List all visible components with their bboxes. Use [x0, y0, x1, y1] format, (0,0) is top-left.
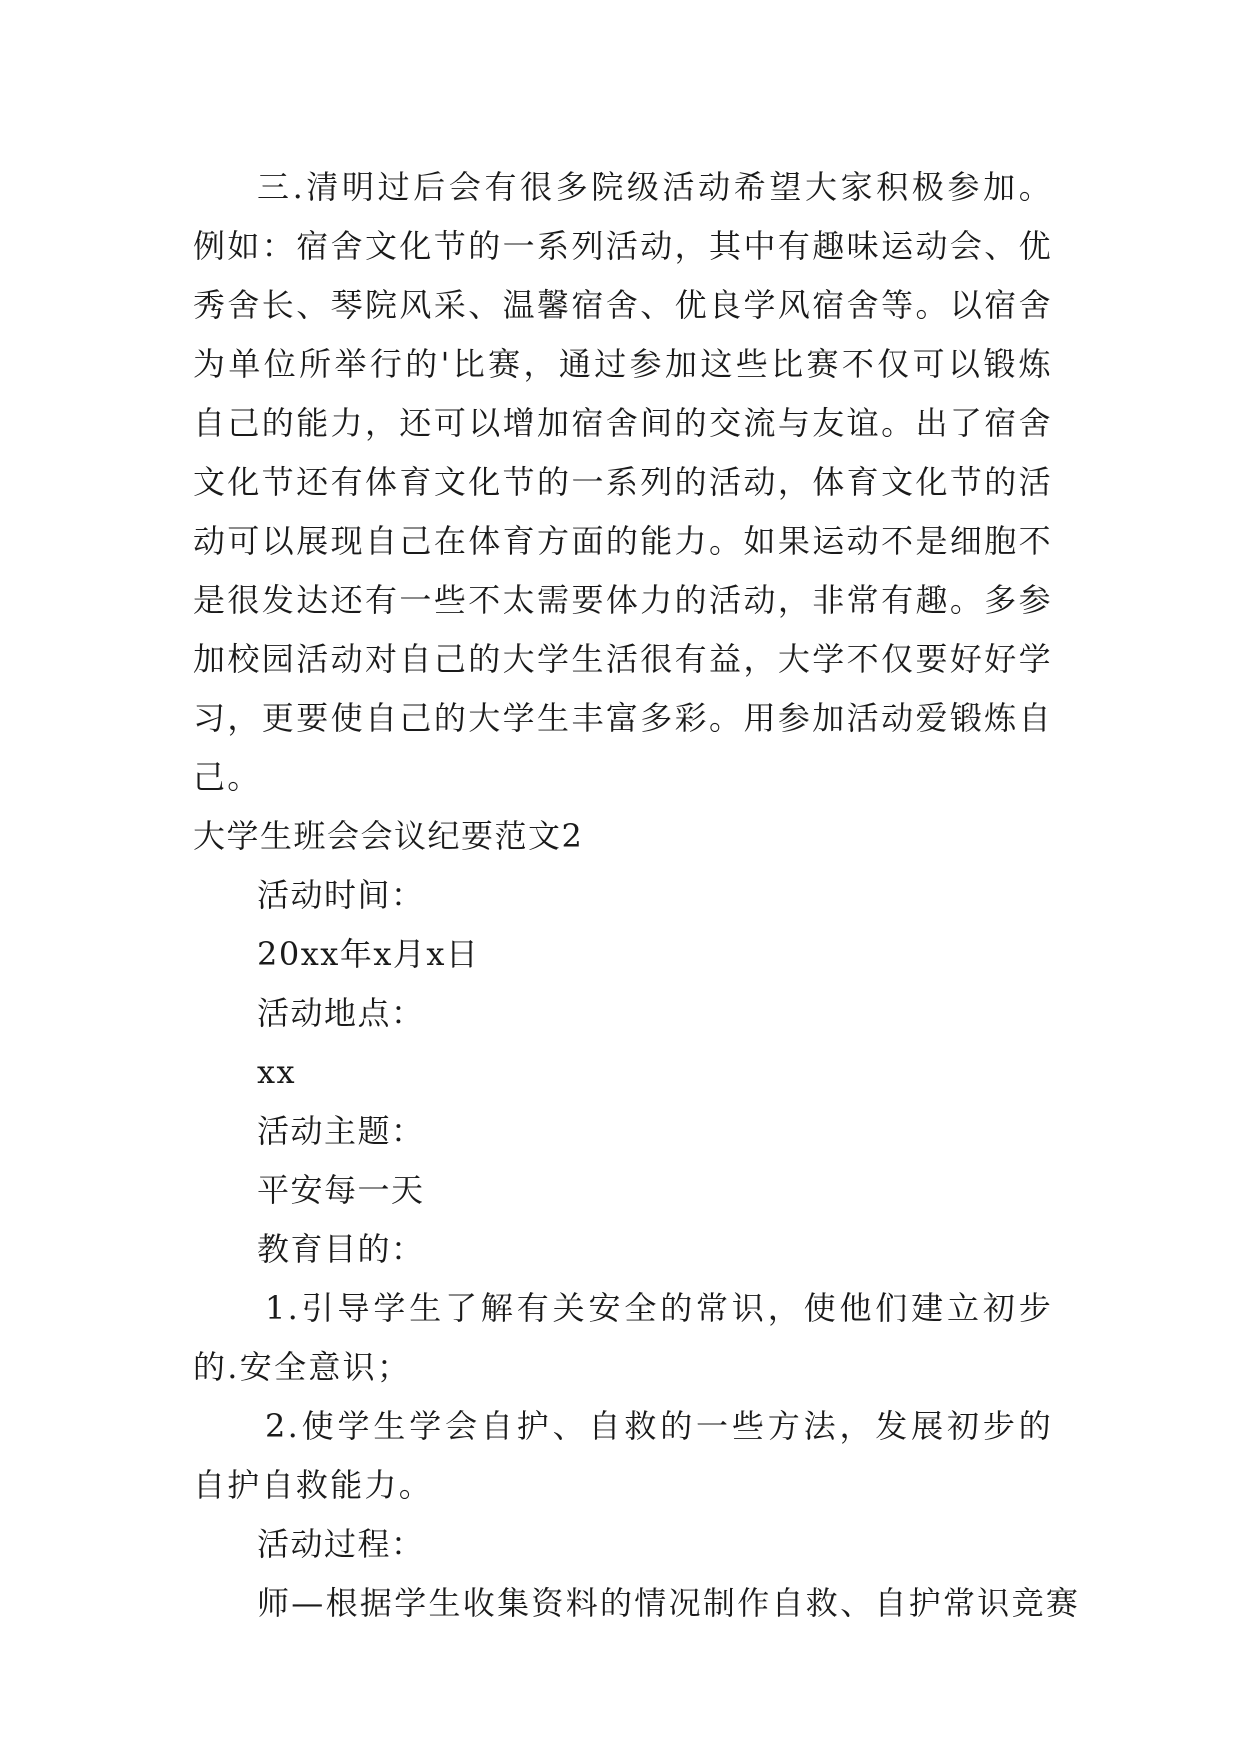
- activity-process-text: 师—根据学生收集资料的情况制作自救、自护常识竞赛: [257, 1584, 1081, 1622]
- activity-place-value: xx: [257, 1053, 297, 1091]
- education-goal-item-1: 1.引导学生了解有关安全的常识，使他们建立初步的.安全意识；: [193, 1289, 1053, 1386]
- activity-place-label: 活动地点：: [257, 994, 425, 1032]
- education-goal-label: 教育目的：: [257, 1230, 425, 1268]
- activity-theme-label: 活动主题：: [257, 1112, 425, 1150]
- education-goal-item-2: 2.使学生学会自护、自救的一些方法，发展初步的自护自救能力。: [193, 1407, 1053, 1504]
- document-body: [193, 158, 1081, 1633]
- section-title: 大学生班会会议纪要范文2: [193, 817, 584, 855]
- activity-time-value: 20xx年x月x日: [257, 935, 480, 973]
- paragraph-activities: 三.清明过后会有很多院级活动希望大家积极参加。例如：宿舍文化节的一系列活动，其中有趣味运动会、优秀舍长、琴院风采、温馨宿舍、优良学风宿舍等。以宿舍为单位所举行的'比赛，通过参加这些比赛不仅可以锻炼自己的能力，还可以增加宿舍间的交流与友谊。出了宿舍文化节还有体育文化节的一系列的活动，体育文化节的活动可以展现自己在体育方面的能力。如果运动不是细胞不是很发达还有一些不太需要体力的活动，非常有趣。多参加校园活动对自己的大学生活很有益，大学不仅要好好学习，更要使自己的大学生丰富多彩。用参加活动爱锻炼自己。: [193, 168, 1053, 796]
- activity-theme-value: 平安每一天: [257, 1171, 425, 1209]
- activity-time-label: 活动时间：: [257, 876, 425, 914]
- activity-process-label: 活动过程：: [257, 1525, 425, 1563]
